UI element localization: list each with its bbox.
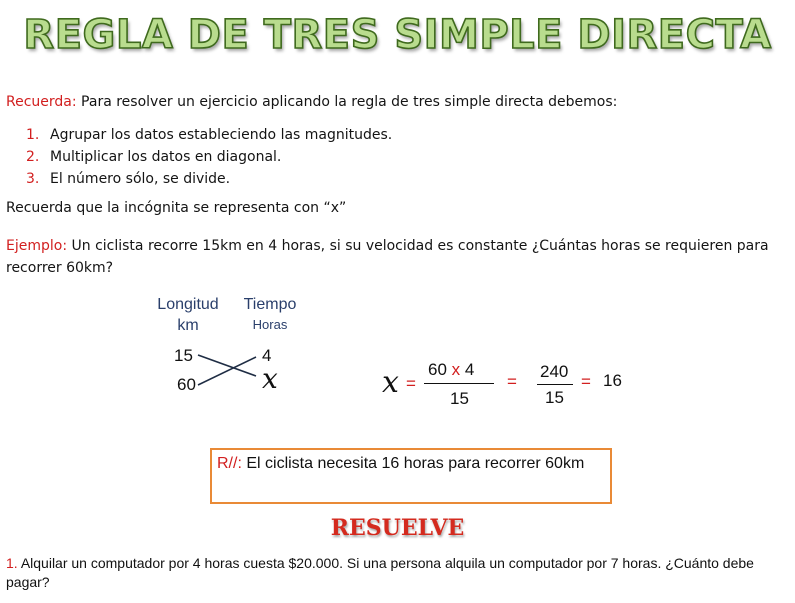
example-text: Un ciclista recorre 15km en 4 horas, si su velocidad es constante ¿Cuántas horas se requieren para recorrer 60km? [6,238,769,276]
answer-text: El ciclista necesita 16 horas para recorrer 60km [246,455,585,472]
resuelve-heading: RESUELVE [330,515,465,541]
diagonal-line [198,357,256,385]
recuerda-paragraph [6,94,617,110]
answer-label: R//: [217,455,242,472]
page-title: REGLA DE TRES SIMPLE DIRECTA [23,12,772,58]
value-60: 60 [177,375,196,394]
tiempo-header: Tiempo [243,296,297,313]
cross-arrows [190,345,270,395]
result: 16 [603,371,622,390]
incognita-note: Recuerda que la incógnita se representa con “x” [6,200,347,216]
recuerda-label: Recuerda: [6,94,77,110]
value-4: 4 [262,346,272,365]
value-15: 15 [174,346,193,365]
fraction-bar-2 [537,384,573,385]
list-item: 3. El número sólo, se divide. [26,171,231,187]
diagonal-line [198,355,256,376]
numerator: 60 x 4 [428,360,475,379]
equals-sign-2: = [507,372,517,391]
example-label: Ejemplo: [6,238,68,254]
fraction-bar [424,383,494,384]
tiempo-unit: Horas [252,317,288,332]
equals-sign: = [406,374,416,393]
equals-sign-3: = [581,372,591,391]
recuerda-text: Para resolver un ejercicio aplicando la regla de tres simple directa debemos: [81,94,618,110]
list-item: 2. Multiplicar los datos en diagonal. [26,149,282,165]
formula-x: x [382,365,399,400]
list-item: 1. Agrupar los datos estableciendo las magnitudes. [26,127,393,143]
denominator-2: 15 [545,388,564,407]
problem-1 [6,554,788,592]
longitud-header: Longitud [157,296,219,313]
problem-text: Alquilar un computador por 4 horas cuesta $20.000. Si una persona alquila un computador por 7 horas. ¿Cuánto debe pagar? [6,555,754,590]
longitud-unit: km [177,317,199,334]
answer-box [210,448,612,504]
steps-list [26,124,392,190]
example-paragraph [6,235,776,279]
unknown-x: x [262,362,278,395]
problem-number: 1. [6,555,18,571]
denominator: 15 [450,389,469,408]
numerator-2: 240 [540,362,569,381]
